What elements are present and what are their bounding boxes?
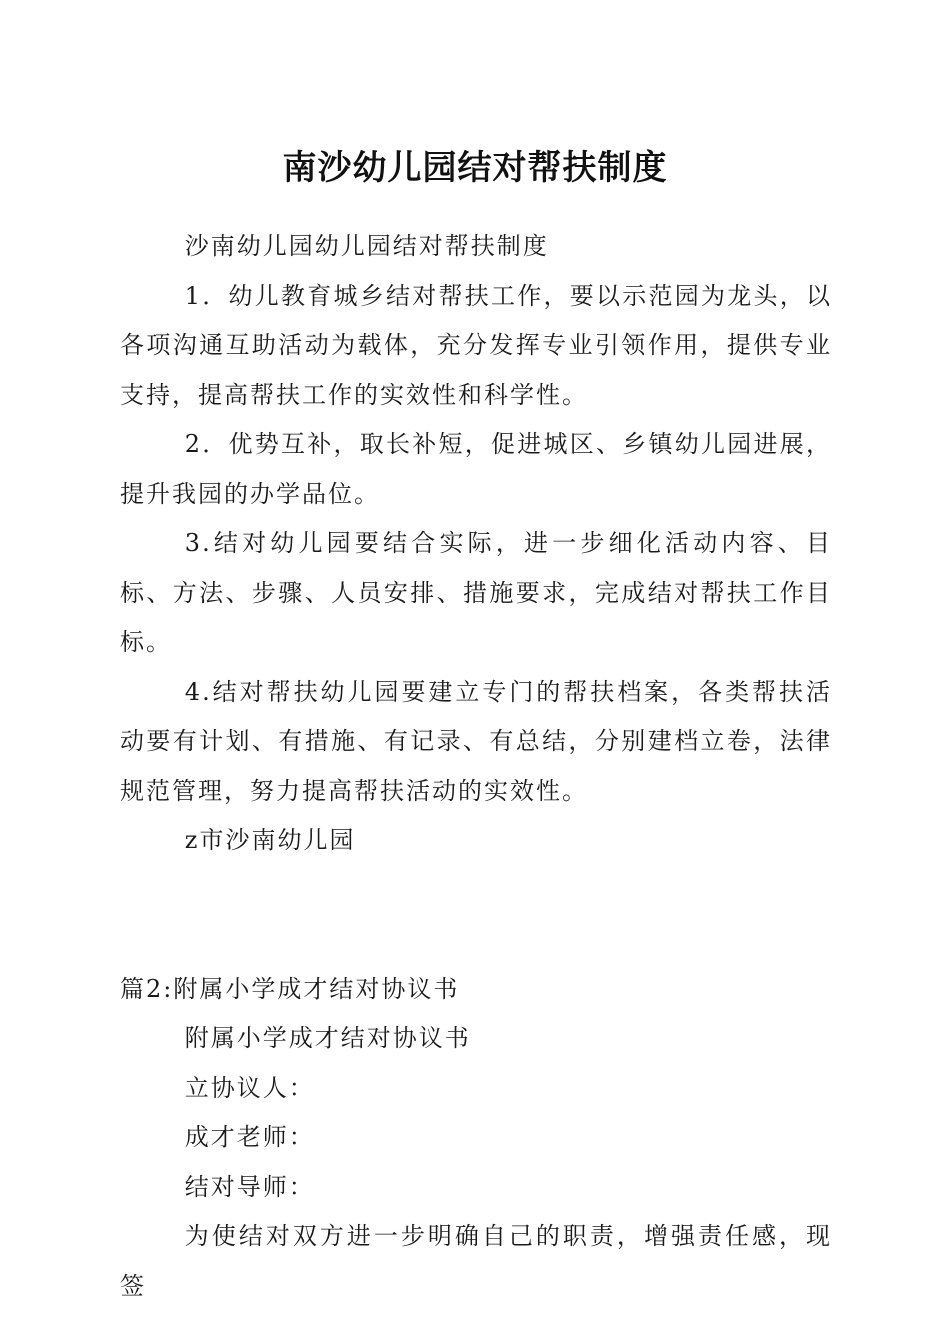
paragraph-2: 2．优势互补，取长补短，促进城区、乡镇幼儿园进展，提升我园的办学品位。	[120, 430, 832, 508]
section-2-heading: 篇2:附属小学成才结对协议书	[120, 974, 460, 1003]
signature-line: z市沙南幼儿园	[184, 826, 356, 854]
document-title: 南沙幼儿园结对帮扶制度	[282, 148, 668, 188]
teacher-line: 成才老师：	[184, 1123, 315, 1151]
mentor-line: 结对导师：	[184, 1172, 315, 1201]
party-line: 立协议人：	[184, 1073, 315, 1102]
paragraph-1: 1．幼儿教育城乡结对帮扶工作，要以示范园为龙头，以各项沟通互助活动为载体，充分发挥专业引领作用，提供专业支持，提高帮扶工作的实效性和科学性。	[120, 281, 832, 409]
section-2-title: 附属小学成才结对协议书	[184, 1024, 471, 1052]
agreement-intro: 为使结对双方进一步明确自己的职责，增强责任感，现签	[120, 1222, 832, 1300]
section-gap	[120, 866, 832, 965]
paragraph-3: 3.结对幼儿园要结合实际，进一步细化活动内容、目标、方法、步骤、人员安排、措施要求，完成结对帮扶工作目标。	[120, 529, 832, 656]
subtitle-paragraph: 沙南幼儿园幼儿园结对帮扶制度	[184, 232, 549, 260]
document-body	[120, 222, 832, 1311]
paragraph-4: 4.结对帮扶幼儿园要建立专门的帮扶档案，各类帮扶活动要有计划、有措施、有记录、有总结，分别建档立卷，法律规范管理，努力提高帮扶活动的实效性。	[120, 677, 832, 805]
